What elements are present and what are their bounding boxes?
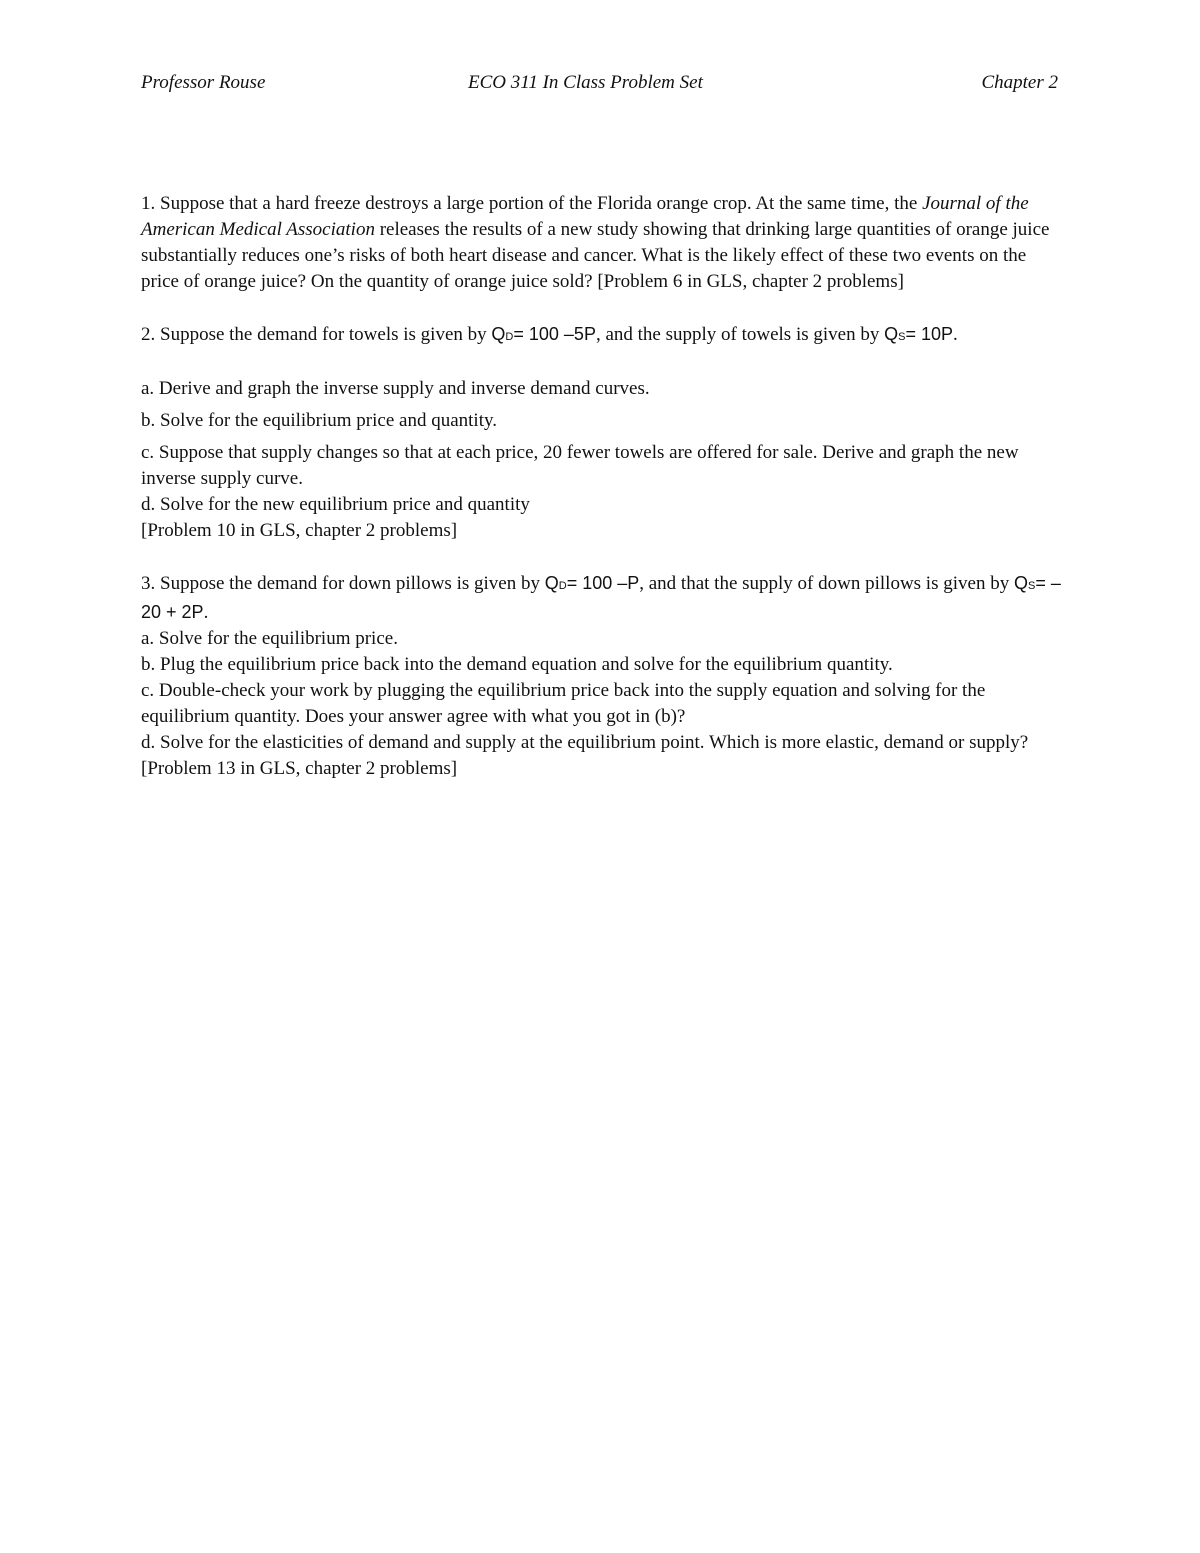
problem-2-intro-mid: , and the supply of towels is given by (595, 324, 885, 345)
problem-3-intro-mid: , and that the supply of down pillows is given by (639, 573, 1014, 594)
supply-rhs: = 10P (905, 324, 953, 344)
problem-1-lead: 1. Suppose that a hard freeze destroys a large portion of the Florida orange crop. At the same time, the (141, 193, 923, 214)
pillow-demand-subscript: D (558, 580, 567, 592)
problem-2-part-d: d. Solve for the new equilibrium price and quantity (141, 494, 530, 515)
page-header (141, 72, 1058, 98)
pillow-supply-rhs: = –20 + 2P (141, 573, 1061, 622)
supply-q: Q (884, 324, 899, 344)
demand-rhs: = 100 –5P (513, 324, 596, 344)
supply-subscript: S (898, 331, 906, 343)
demand-equation (491, 324, 596, 344)
problem-3-intro-end: . (203, 602, 209, 623)
pillow-supply-subscript: S (1027, 580, 1036, 592)
problem-2-reference: [Problem 10 in GLS, chapter 2 problems] (141, 520, 458, 541)
pillow-demand-equation (545, 573, 640, 593)
problem-2-part-b: b. Solve for the equilibrium price and quantity. (141, 410, 497, 431)
supply-equation (884, 324, 953, 344)
problem-1 (141, 191, 1061, 295)
problem-3-intro (141, 570, 1061, 626)
demand-q: Q (491, 324, 506, 344)
problem-3-part-d: d. Solve for the elasticities of demand and supply at the equilibrium point. Which is more elastic, demand or supply? (141, 732, 1029, 753)
problem-2-intro-end: . (953, 324, 958, 345)
problem-3-intro-text: 3. Suppose the demand for down pillows is given by (141, 573, 545, 594)
header-course-title: ECO 311 In Class Problem Set (468, 72, 703, 93)
header-chapter: Chapter 2 (981, 72, 1058, 93)
problem-3-reference: [Problem 13 in GLS, chapter 2 problems] (141, 758, 458, 779)
problem-3-part-b: b. Plug the equilibrium price back into the demand equation and solve for the equilibrium quantity. (141, 654, 893, 675)
demand-subscript: D (505, 331, 514, 343)
pillow-supply-q: Q (1013, 573, 1028, 593)
problem-3-part-a: a. Solve for the equilibrium price. (141, 628, 398, 649)
problem-3-part-c: c. Double-check your work by plugging the equilibrium price back into the supply equation and solving for the equilibrium quantity. Does your answer agree with what you got in (b)? (141, 680, 986, 727)
journal-title: Journal of the American Medical Association (141, 193, 1029, 240)
pillow-demand-rhs: = 100 –P (566, 573, 640, 593)
problem-2-part-c: c. Suppose that supply changes so that at each price, 20 fewer towels are offered for sale. Derive and graph the new inverse supply curve. (141, 442, 1019, 489)
document-body (141, 191, 1061, 782)
problem-2-part-a: a. Derive and graph the inverse supply and inverse demand curves. (141, 378, 650, 399)
problem-1-rest: releases the results of a new study showing that drinking large quantities of orange juice substantially reduces one’s risks of both heart disease and cancer. What is the likely effect of these two events on the price of orange juice? On the quantity of orange juice sold? [Problem 6 in GLS, chapter 2 problems] (141, 219, 1050, 292)
pillow-demand-q: Q (544, 573, 559, 593)
problem-2-intro-text: 2. Suppose the demand for towels is given by (141, 324, 492, 345)
problem-2-intro (141, 321, 1061, 350)
header-instructor: Professor Rouse (141, 72, 266, 93)
